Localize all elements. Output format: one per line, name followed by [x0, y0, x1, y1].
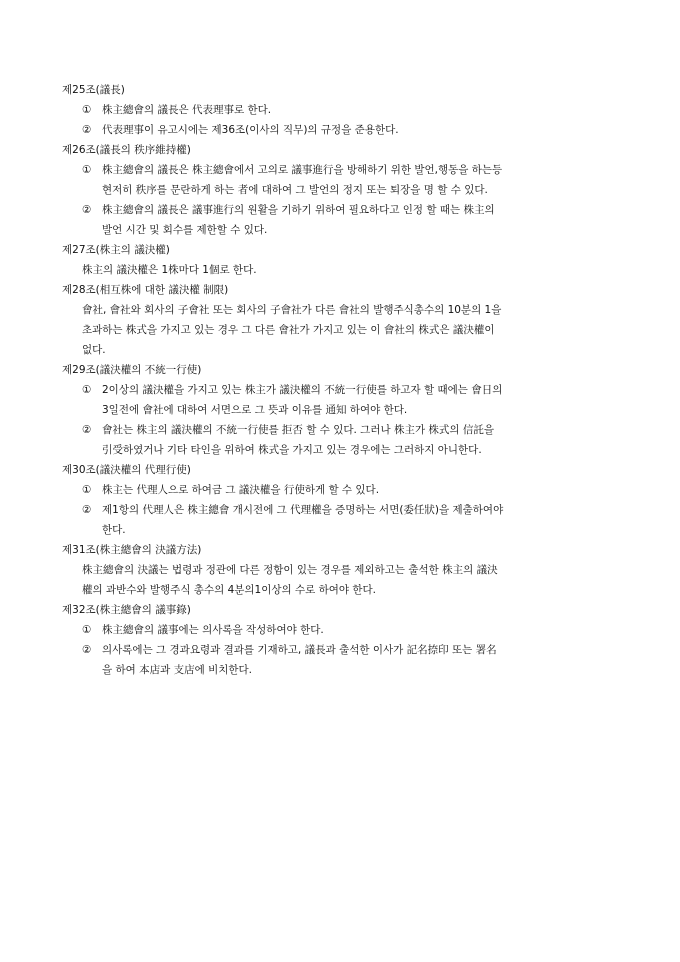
article-title: 제27조(株主의 議決權) — [62, 244, 170, 256]
clause-number: ① — [82, 484, 92, 496]
body-text-line: 없다. — [82, 344, 106, 356]
body-text-line: 초과하는 株式을 가지고 있는 경우 그 다른 會社가 가지고 있는 이 會社의 株式은 議決權이 — [82, 324, 495, 336]
clause-number: ② — [82, 424, 92, 436]
clause-text-line: 會社는 株主의 議決權의 不統一行使를 拒否 할 수 있다. 그러나 株主가 株式의 信託을 — [102, 424, 495, 436]
clause-text-line: 현저히 秩序를 문란하게 하는 者에 대하여 그 발언의 정지 또는 퇴장을 명 할 수 있다. — [102, 184, 488, 196]
article-28 — [62, 280, 622, 360]
article-32 — [62, 600, 622, 680]
clause-item — [62, 160, 622, 200]
clause-text-line: 引受하였거나 기타 타인을 위하여 株式을 가지고 있는 경우에는 그러하지 아니한다. — [102, 444, 482, 456]
article-body — [62, 260, 622, 280]
clause-text-line: 株主總會의 議長은 代表理事로 한다. — [102, 104, 272, 116]
article-title: 제25조(議長) — [62, 84, 125, 96]
clause-text-line: 株主總會의 議事에는 의사록을 작성하여야 한다. — [102, 624, 324, 636]
clause-item — [62, 500, 622, 540]
article-title: 제31조(株主總會의 決議方法) — [62, 544, 202, 556]
clause-text-line: 株主總會의 議長은 株主總會에서 고의로 議事進行을 방해하기 위한 발언,행동을 하는등 — [102, 164, 503, 176]
clause-number: ② — [82, 644, 92, 656]
clause-number: ② — [82, 124, 92, 136]
body-text-line: 會社, 會社와 회사의 子會社 또는 회사의 子會社가 다른 會社의 발행주식총수의 10분의 1을 — [82, 304, 502, 316]
clause-text-line: 의사록에는 그 경과요령과 결과를 기재하고, 議長과 출석한 이사가 記名捺印 또는 署名 — [102, 644, 497, 656]
article-30 — [62, 460, 622, 540]
clause-item — [62, 120, 622, 140]
clause-text-line: 3일전에 會社에 대하여 서면으로 그 뜻과 이유를 通知 하여야 한다. — [102, 404, 408, 416]
clause-text-line: 代表理事이 유고시에는 제36조(이사의 직무)의 규정을 준용한다. — [102, 124, 399, 136]
article-title: 제28조(相互株에 대한 議決權 制限) — [62, 284, 229, 296]
clause-item — [62, 480, 622, 500]
body-text-line: 株主의 議決權은 1株마다 1個로 한다. — [82, 264, 257, 276]
clause-item — [62, 380, 622, 420]
article-title: 제26조(議長의 秩序維持權) — [62, 144, 191, 156]
clause-item — [62, 640, 622, 680]
clause-number: ② — [82, 504, 92, 516]
article-29 — [62, 360, 622, 460]
article-26 — [62, 140, 622, 240]
article-27 — [62, 240, 622, 280]
article-title: 제30조(議決權의 代理行使) — [62, 464, 191, 476]
article-title: 제32조(株主總會의 議事錄) — [62, 604, 191, 616]
clause-number: ② — [82, 204, 92, 216]
clause-text-line: 株主總會의 議長은 議事進行의 원활을 기하기 위하여 필요하다고 인정 할 때는 株主의 — [102, 204, 495, 216]
article-31 — [62, 540, 622, 600]
clause-text-line: 한다. — [102, 524, 126, 536]
clause-item — [62, 620, 622, 640]
clause-item — [62, 200, 622, 240]
article-25 — [62, 80, 622, 140]
body-text-line: 權의 과반수와 발행주식 총수의 4분의1이상의 수로 하여야 한다. — [82, 584, 376, 596]
clause-text-line: 발언 시간 및 회수를 제한할 수 있다. — [102, 224, 268, 236]
clause-number: ① — [82, 384, 92, 396]
clause-text-line: 株主는 代理人으로 하여금 그 議決權을 行使하게 할 수 있다. — [102, 484, 380, 496]
clause-text-line: 을 하여 本店과 支店에 비치한다. — [102, 664, 252, 676]
articles-of-incorporation-text — [62, 80, 622, 680]
clause-item — [62, 420, 622, 460]
body-text-line: 株主總會의 決議는 법령과 정관에 다른 정함이 있는 경우를 제외하고는 출석한 株主의 議決 — [82, 564, 498, 576]
clause-text-line: 2이상의 議決權을 가지고 있는 株主가 議決權의 不統一行使를 하고자 할 때에는 會日의 — [102, 384, 503, 396]
clause-number: ① — [82, 624, 92, 636]
clause-text-line: 제1항의 代理人은 株主總會 개시전에 그 代理權을 증명하는 서면(委任狀)을 제출하여야 — [102, 504, 504, 516]
clause-number: ① — [82, 164, 92, 176]
article-body — [62, 560, 622, 600]
clause-number: ① — [82, 104, 92, 116]
article-body — [62, 300, 622, 360]
article-title: 제29조(議決權의 不統一行使) — [62, 364, 202, 376]
clause-item — [62, 100, 622, 120]
